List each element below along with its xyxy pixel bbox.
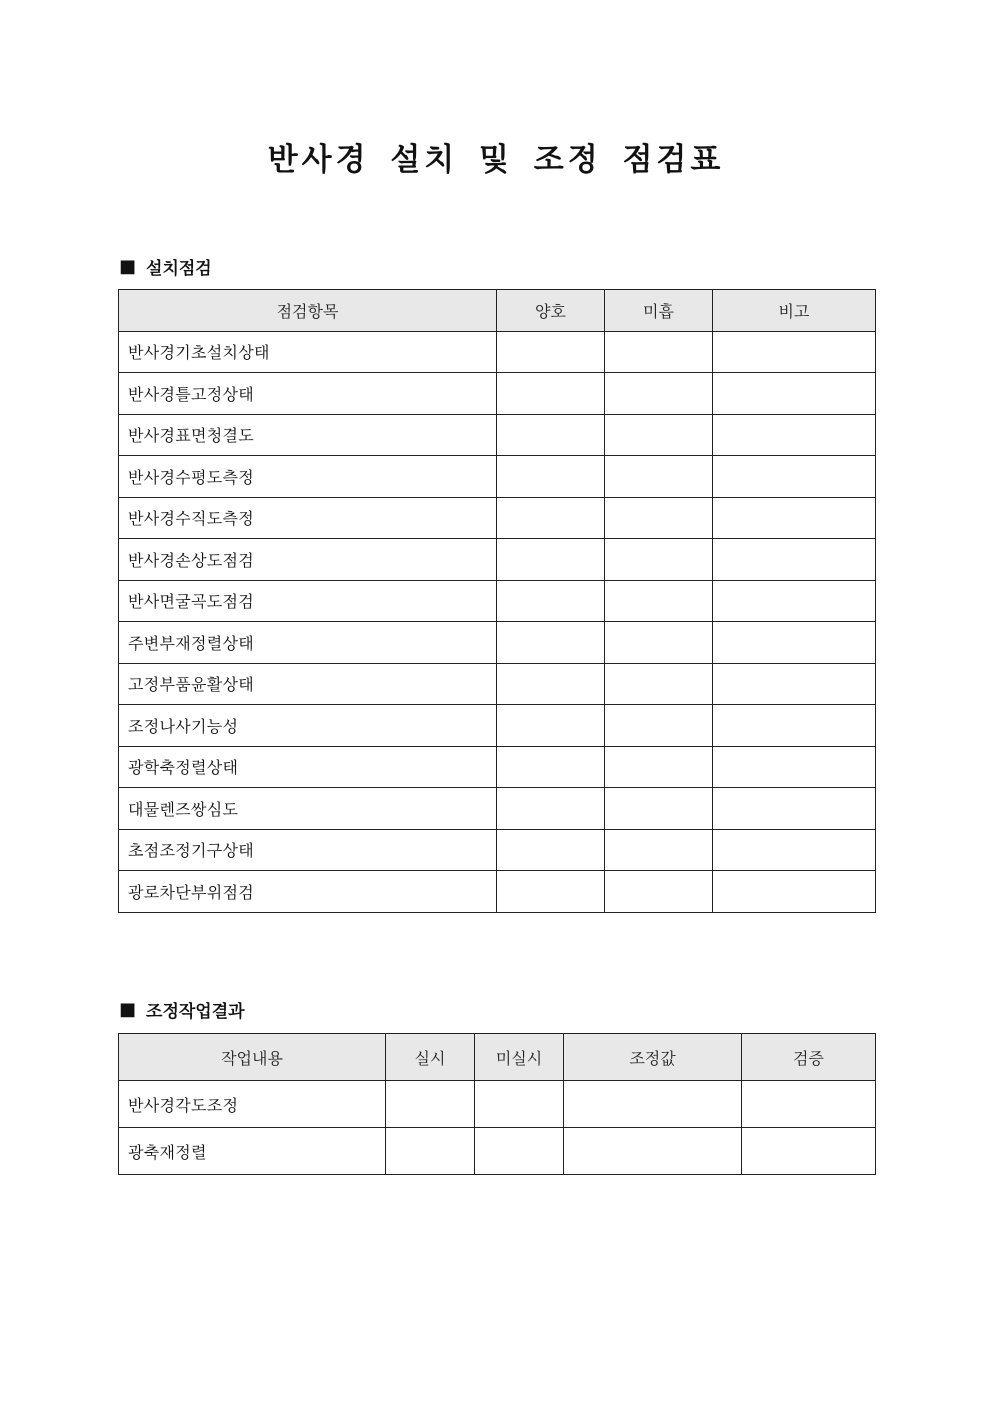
header-value: 조정값 <box>564 1034 742 1081</box>
row-label: 반사경표면청결도 <box>119 414 497 456</box>
row-label: 주변부재정렬상태 <box>119 622 497 664</box>
check-cell[interactable] <box>605 705 713 747</box>
header-not-done: 미실시 <box>475 1034 564 1081</box>
check-cell[interactable] <box>605 871 713 913</box>
check-cell[interactable] <box>713 414 876 456</box>
check-cell[interactable] <box>497 414 605 456</box>
check-cell[interactable] <box>605 414 713 456</box>
row-label: 광학축정렬상태 <box>119 746 497 788</box>
section-heading-install <box>119 254 212 279</box>
check-cell[interactable] <box>386 1081 475 1128</box>
check-cell[interactable] <box>605 456 713 498</box>
section-title: 조정작업결과 <box>146 1002 245 1022</box>
check-cell[interactable] <box>475 1081 564 1128</box>
square-bullet-icon: ■ <box>119 999 137 1020</box>
row-label: 광로차단부위점검 <box>119 871 497 913</box>
check-cell[interactable] <box>605 622 713 664</box>
table-row <box>119 871 876 913</box>
table-row <box>119 373 876 415</box>
adjust-result-table <box>118 1033 876 1175</box>
check-cell[interactable] <box>605 539 713 581</box>
table-row <box>119 497 876 539</box>
table-row <box>119 705 876 747</box>
table-row <box>119 331 876 373</box>
header-item: 점검항목 <box>119 290 497 332</box>
row-label: 반사경수직도측정 <box>119 497 497 539</box>
table-row <box>119 829 876 871</box>
check-cell[interactable] <box>497 871 605 913</box>
check-cell[interactable] <box>497 539 605 581</box>
table-row <box>119 414 876 456</box>
table-row <box>119 622 876 664</box>
check-cell[interactable] <box>497 373 605 415</box>
row-label: 대물렌즈쌍심도 <box>119 788 497 830</box>
check-cell[interactable] <box>497 705 605 747</box>
square-bullet-icon: ■ <box>119 256 137 277</box>
header-task: 작업내용 <box>119 1034 386 1081</box>
row-label: 고정부품윤활상태 <box>119 663 497 705</box>
check-cell[interactable] <box>713 497 876 539</box>
check-cell[interactable] <box>713 663 876 705</box>
table-row <box>119 1081 876 1128</box>
check-cell[interactable] <box>742 1081 876 1128</box>
check-cell[interactable] <box>497 331 605 373</box>
check-cell[interactable] <box>497 788 605 830</box>
table-row <box>119 663 876 705</box>
check-cell[interactable] <box>564 1128 742 1175</box>
table-header-row <box>119 290 876 332</box>
check-cell[interactable] <box>713 539 876 581</box>
check-cell[interactable] <box>742 1128 876 1175</box>
row-label: 반사경각도조정 <box>119 1081 386 1128</box>
row-label: 반사경수평도측정 <box>119 456 497 498</box>
check-cell[interactable] <box>605 746 713 788</box>
check-cell[interactable] <box>386 1128 475 1175</box>
check-cell[interactable] <box>497 746 605 788</box>
table-row <box>119 1128 876 1175</box>
check-cell[interactable] <box>713 871 876 913</box>
install-check-table <box>118 289 876 913</box>
header-done: 실시 <box>386 1034 475 1081</box>
table-header-row <box>119 1034 876 1081</box>
row-label: 반사경기초설치상태 <box>119 331 497 373</box>
check-cell[interactable] <box>475 1128 564 1175</box>
table-row <box>119 539 876 581</box>
table-row <box>119 456 876 498</box>
header-good: 양호 <box>497 290 605 332</box>
check-cell[interactable] <box>497 456 605 498</box>
row-label: 반사면굴곡도점검 <box>119 580 497 622</box>
check-cell[interactable] <box>497 829 605 871</box>
check-cell[interactable] <box>497 622 605 664</box>
check-cell[interactable] <box>713 373 876 415</box>
check-cell[interactable] <box>713 705 876 747</box>
table-row <box>119 788 876 830</box>
header-verify: 검증 <box>742 1034 876 1081</box>
row-label: 반사경틀고정상태 <box>119 373 497 415</box>
check-cell[interactable] <box>605 580 713 622</box>
check-cell[interactable] <box>605 373 713 415</box>
check-cell[interactable] <box>497 663 605 705</box>
check-cell[interactable] <box>564 1081 742 1128</box>
check-cell[interactable] <box>605 331 713 373</box>
header-poor: 미흡 <box>605 290 713 332</box>
check-cell[interactable] <box>605 497 713 539</box>
row-label: 초점조정기구상태 <box>119 829 497 871</box>
check-cell[interactable] <box>713 331 876 373</box>
check-cell[interactable] <box>497 497 605 539</box>
header-note: 비고 <box>713 290 876 332</box>
check-cell[interactable] <box>713 580 876 622</box>
check-cell[interactable] <box>713 829 876 871</box>
check-cell[interactable] <box>713 788 876 830</box>
page-title: 반사경 설치 및 조정 점검표 <box>267 142 725 178</box>
check-cell[interactable] <box>713 622 876 664</box>
check-cell[interactable] <box>605 788 713 830</box>
section-title: 설치점검 <box>146 259 212 279</box>
row-label: 반사경손상도점검 <box>119 539 497 581</box>
row-label: 광축재정렬 <box>119 1128 386 1175</box>
section-heading-adjust <box>119 997 245 1022</box>
check-cell[interactable] <box>605 829 713 871</box>
check-cell[interactable] <box>713 456 876 498</box>
table-row <box>119 580 876 622</box>
check-cell[interactable] <box>497 580 605 622</box>
check-cell[interactable] <box>605 663 713 705</box>
check-cell[interactable] <box>713 746 876 788</box>
table-row <box>119 746 876 788</box>
row-label: 조정나사기능성 <box>119 705 497 747</box>
